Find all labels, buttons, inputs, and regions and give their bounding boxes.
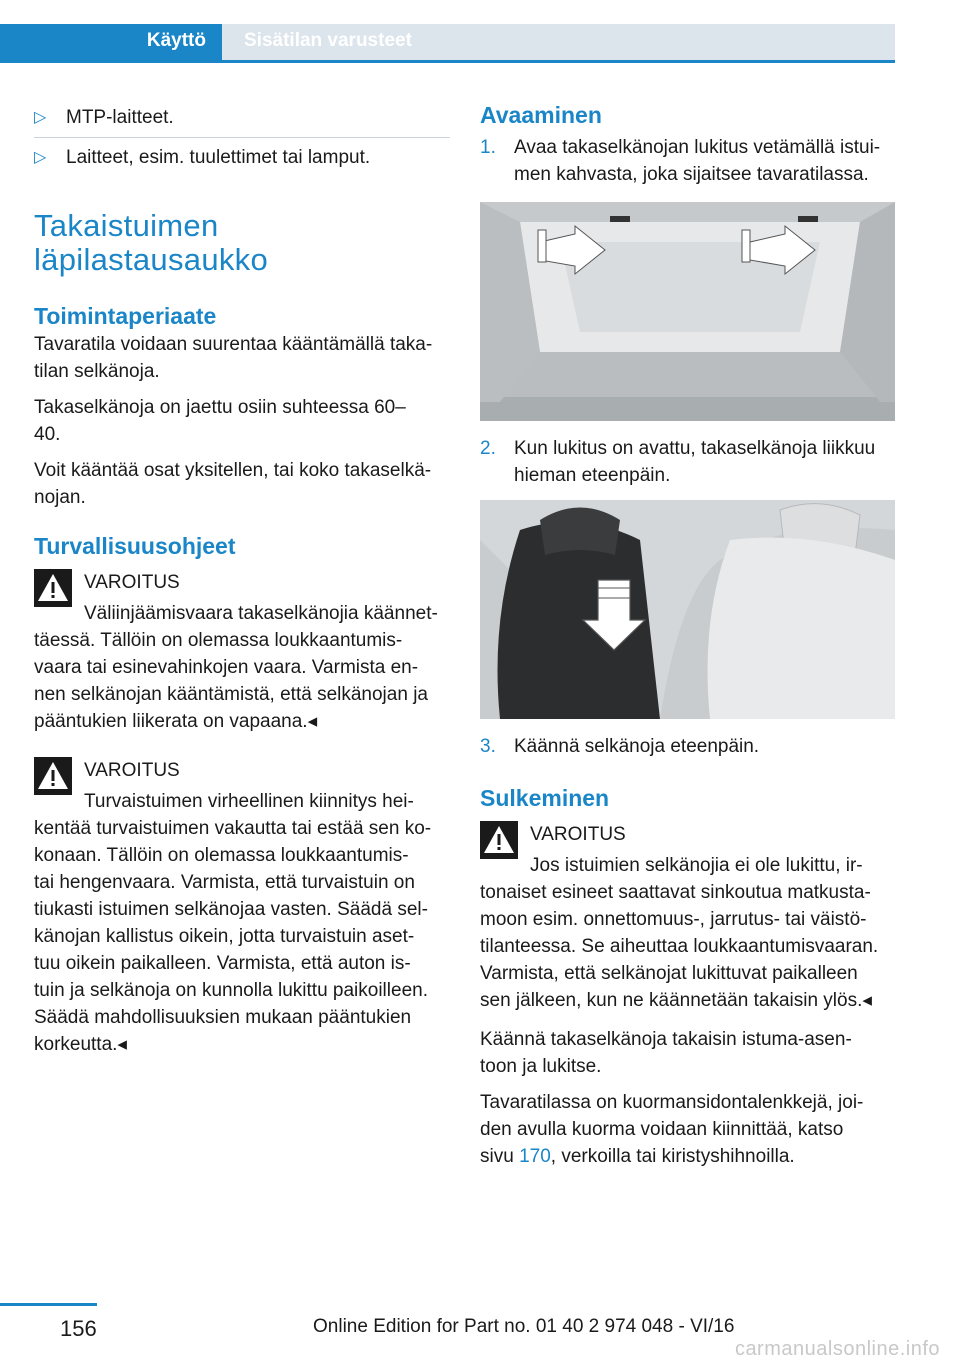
seat-photo	[480, 500, 895, 719]
triangle-bullet-icon: ▷	[34, 149, 47, 166]
heading-safety: Turvallisuusohjeet	[34, 533, 236, 559]
heading-principle: Toimintaperiaate	[34, 303, 217, 329]
paragraph-text: , verkoilla tai kiristyshihnoilla.	[550, 1146, 795, 1167]
paragraph-text: Tavaratilassa on kuormansidontalenkkejä, joi- den avulla kuorma voidaan kiinnittää, katso sivu	[480, 1092, 864, 1167]
warning-body-head: Turvaistuimen virheellinen kiinnitys hei-	[84, 791, 414, 812]
right-column	[480, 100, 896, 188]
paragraph: Tavaratila voidaan suurentaa kääntämällä taka- tilan selkänoja.	[34, 334, 433, 382]
paragraph: Takaselkänoja on jaettu osiin suhteessa 60– 40.	[34, 397, 406, 445]
section-title-line2: läpilastausaukko	[34, 242, 268, 277]
close-section	[480, 783, 896, 1170]
warning-body-head: Väliinjäämisvaara takaselkänojia käännet-	[84, 603, 438, 624]
trunk-photo	[480, 202, 895, 421]
warning-block	[34, 569, 450, 627]
step-number: 3.	[480, 736, 496, 757]
warning-body-head: Jos istuimien selkänojia ei ole lukittu, ir-	[530, 855, 863, 876]
warning-block	[480, 821, 896, 879]
edition-text: Online Edition for Part no. 01 40 2 974 048 - VI/16	[313, 1316, 735, 1337]
section-title	[34, 209, 450, 277]
step-item	[480, 134, 896, 188]
warning-triangle-icon	[480, 821, 518, 859]
warning-body: täessä. Tällöin on olemassa loukkaantumis- vaara tai esinevahinkojen vaara. Varmista en- nen selkänojan kääntämistä, että selkänojan ja pääntukien liikerata on vapaana.◂	[34, 630, 428, 732]
section-title-line1: Takaistuimen	[34, 208, 219, 243]
section-tab	[222, 24, 895, 60]
footer-rule	[0, 1303, 97, 1306]
bullet-item	[34, 144, 450, 171]
page-reference-link[interactable]: 170	[519, 1146, 551, 1167]
paragraph-with-link	[480, 1089, 896, 1170]
site-watermark: carmanualsonline.info	[734, 1338, 940, 1360]
step-text: Käännä selkänoja eteenpäin.	[514, 736, 760, 757]
bullet-text: MTP-laitteet.	[66, 107, 174, 128]
heading-close: Sulkeminen	[480, 785, 610, 811]
step-number: 2.	[480, 438, 496, 459]
warning-body: tonaiset esineet saattavat sinkoutua matkusta- moon esim. onnettomuus-, jarrutus- tai väistö- tilanteessa. Se aiheuttaa loukkaantumisvaaran. Varmista, että selkänojat lukittuvat paikalleen sen jälkeen, kun ne käännetään takaisin ylös.◂	[480, 882, 879, 1011]
warning-triangle-icon	[34, 569, 72, 607]
step-number: 1.	[480, 137, 496, 158]
page-header	[0, 24, 895, 62]
step-item	[480, 733, 930, 760]
section-tab-label: Sisätilan varusteet	[244, 30, 412, 51]
divider	[34, 137, 450, 138]
left-column	[34, 100, 450, 1058]
header-rule	[0, 60, 895, 63]
paragraph: Voit kääntää osat yksitellen, tai koko takaselkä- nojan.	[34, 460, 432, 508]
chapter-tab-label: Käyttö	[146, 30, 206, 51]
warning-body: kentää turvaistuimen vakautta tai estää sen ko- konaan. Tällöin on olemassa loukkaantumis- tai hengenvaara. Varmista, että turvaistuin on tiukasti istuimen selkänojaa vasten. Säädä sel- känojan kallistus oikein, jotta turvaistuin aset- tuu oikein paikalleen. Varmista, että auton is- tuin ja selkänoja on kunnolla lukittu paikoilleen. Säädä mahdollisuuksien mukaan pääntukien korkeutta.◂	[34, 818, 432, 1055]
warning-title: VAROITUS	[530, 824, 626, 845]
warning-triangle-icon	[34, 757, 72, 795]
step-text: Avaa takaselkänojan lukitus vetämällä istui- men kahvasta, joka sijaitsee tavaratilassa.	[514, 137, 881, 185]
warning-block	[34, 757, 450, 815]
warning-title: VAROITUS	[84, 572, 180, 593]
heading-open: Avaaminen	[480, 102, 602, 128]
trunk-illustration	[480, 202, 895, 421]
chapter-tab	[0, 24, 222, 60]
triangle-bullet-icon: ▷	[34, 109, 47, 126]
page-number: 156	[60, 1316, 97, 1341]
step-text: Kun lukitus on avattu, takaselkänoja liikkuu hieman eteenpäin.	[514, 438, 876, 486]
seat-illustration	[480, 500, 895, 719]
bullet-item	[34, 104, 450, 131]
paragraph: Käännä takaselkänoja takaisin istuma-asen- toon ja lukitse.	[480, 1029, 852, 1077]
step-item	[480, 435, 930, 489]
bullet-text: Laitteet, esim. tuulettimet tai lamput.	[66, 147, 371, 168]
warning-title: VAROITUS	[84, 760, 180, 781]
